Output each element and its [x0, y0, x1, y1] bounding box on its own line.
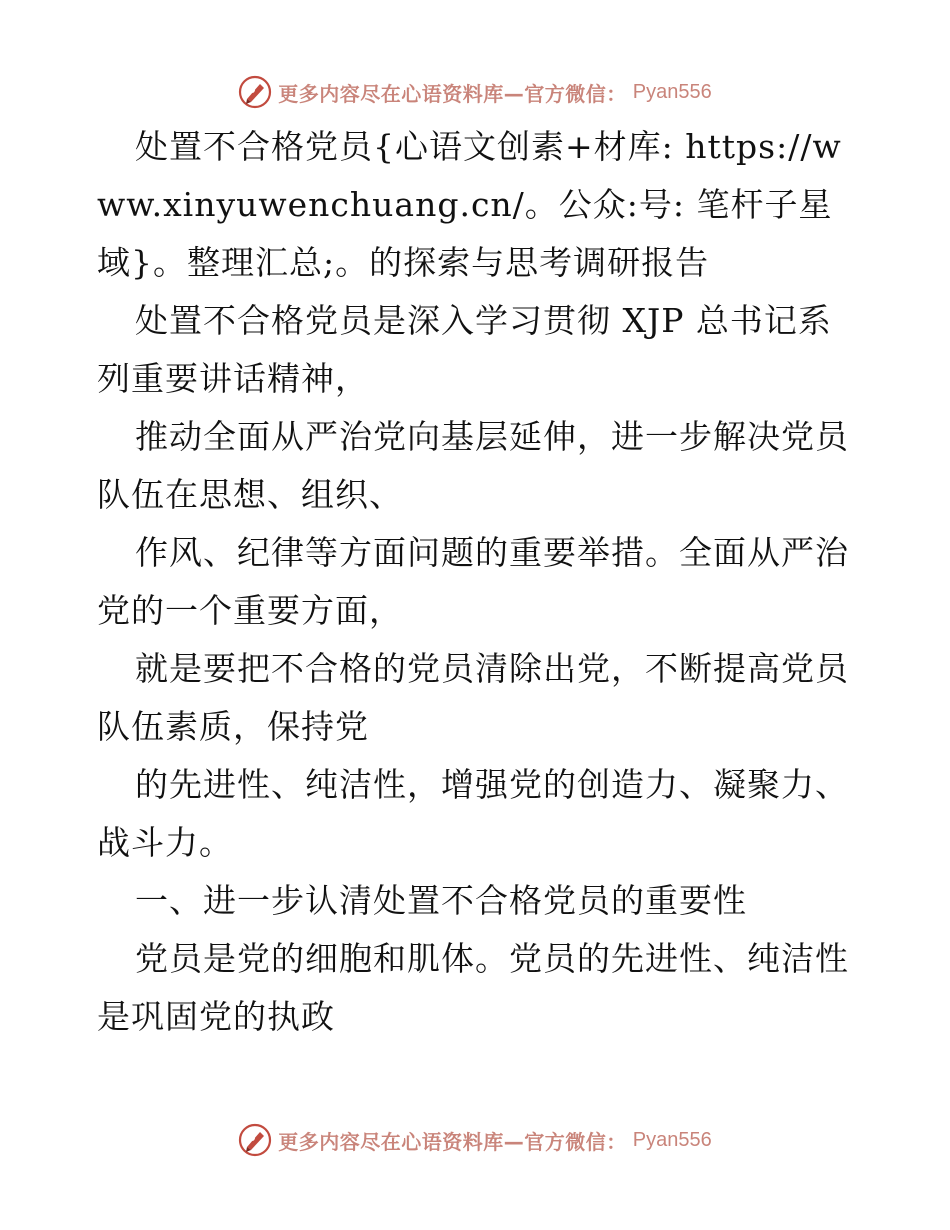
body-paragraph: 党员是党的细胞和肌体。党员的先进性、纯洁性是巩固党的执政	[97, 939, 849, 1036]
title-paragraph: 处置不合格党员{心语文创素+材库: https://www.xinyuwenchuang.cn/。公众:号: 笔杆子星域}。整理汇总;。的探索与思考调研报告	[97, 127, 842, 282]
footer-banner-wechat-id: Pyan556	[632, 1128, 712, 1151]
body-paragraph: 的先进性、纯洁性，增强党的创造力、凝聚力、战斗力。	[97, 765, 849, 862]
header-banner	[0, 72, 950, 112]
header-banner-text: 更多内容尽在心语资料库—官方微信：	[278, 81, 627, 106]
header-banner-wechat-id: Pyan556	[632, 80, 712, 103]
pen-logo-icon	[238, 1123, 272, 1157]
footer-banner-text: 更多内容尽在心语资料库—官方微信：	[278, 1129, 627, 1154]
body-paragraph: 推动全面从严治党向基层延伸，进一步解决党员队伍在思想、组织、	[97, 417, 849, 514]
body-paragraph: 处置不合格党员是深入学习贯彻 XJP 总书记系列重要讲话精神，	[97, 301, 832, 398]
section-heading: 一、进一步认清处置不合格党员的重要性	[135, 881, 747, 920]
footer-banner	[0, 1120, 950, 1160]
body-paragraph: 就是要把不合格的党员清除出党，不断提高党员队伍素质，保持党	[97, 649, 849, 746]
document-body	[97, 118, 857, 1046]
pen-logo-icon	[238, 75, 272, 109]
body-paragraph: 作风、纪律等方面问题的重要举措。全面从严治党的一个重要方面，	[97, 533, 849, 630]
